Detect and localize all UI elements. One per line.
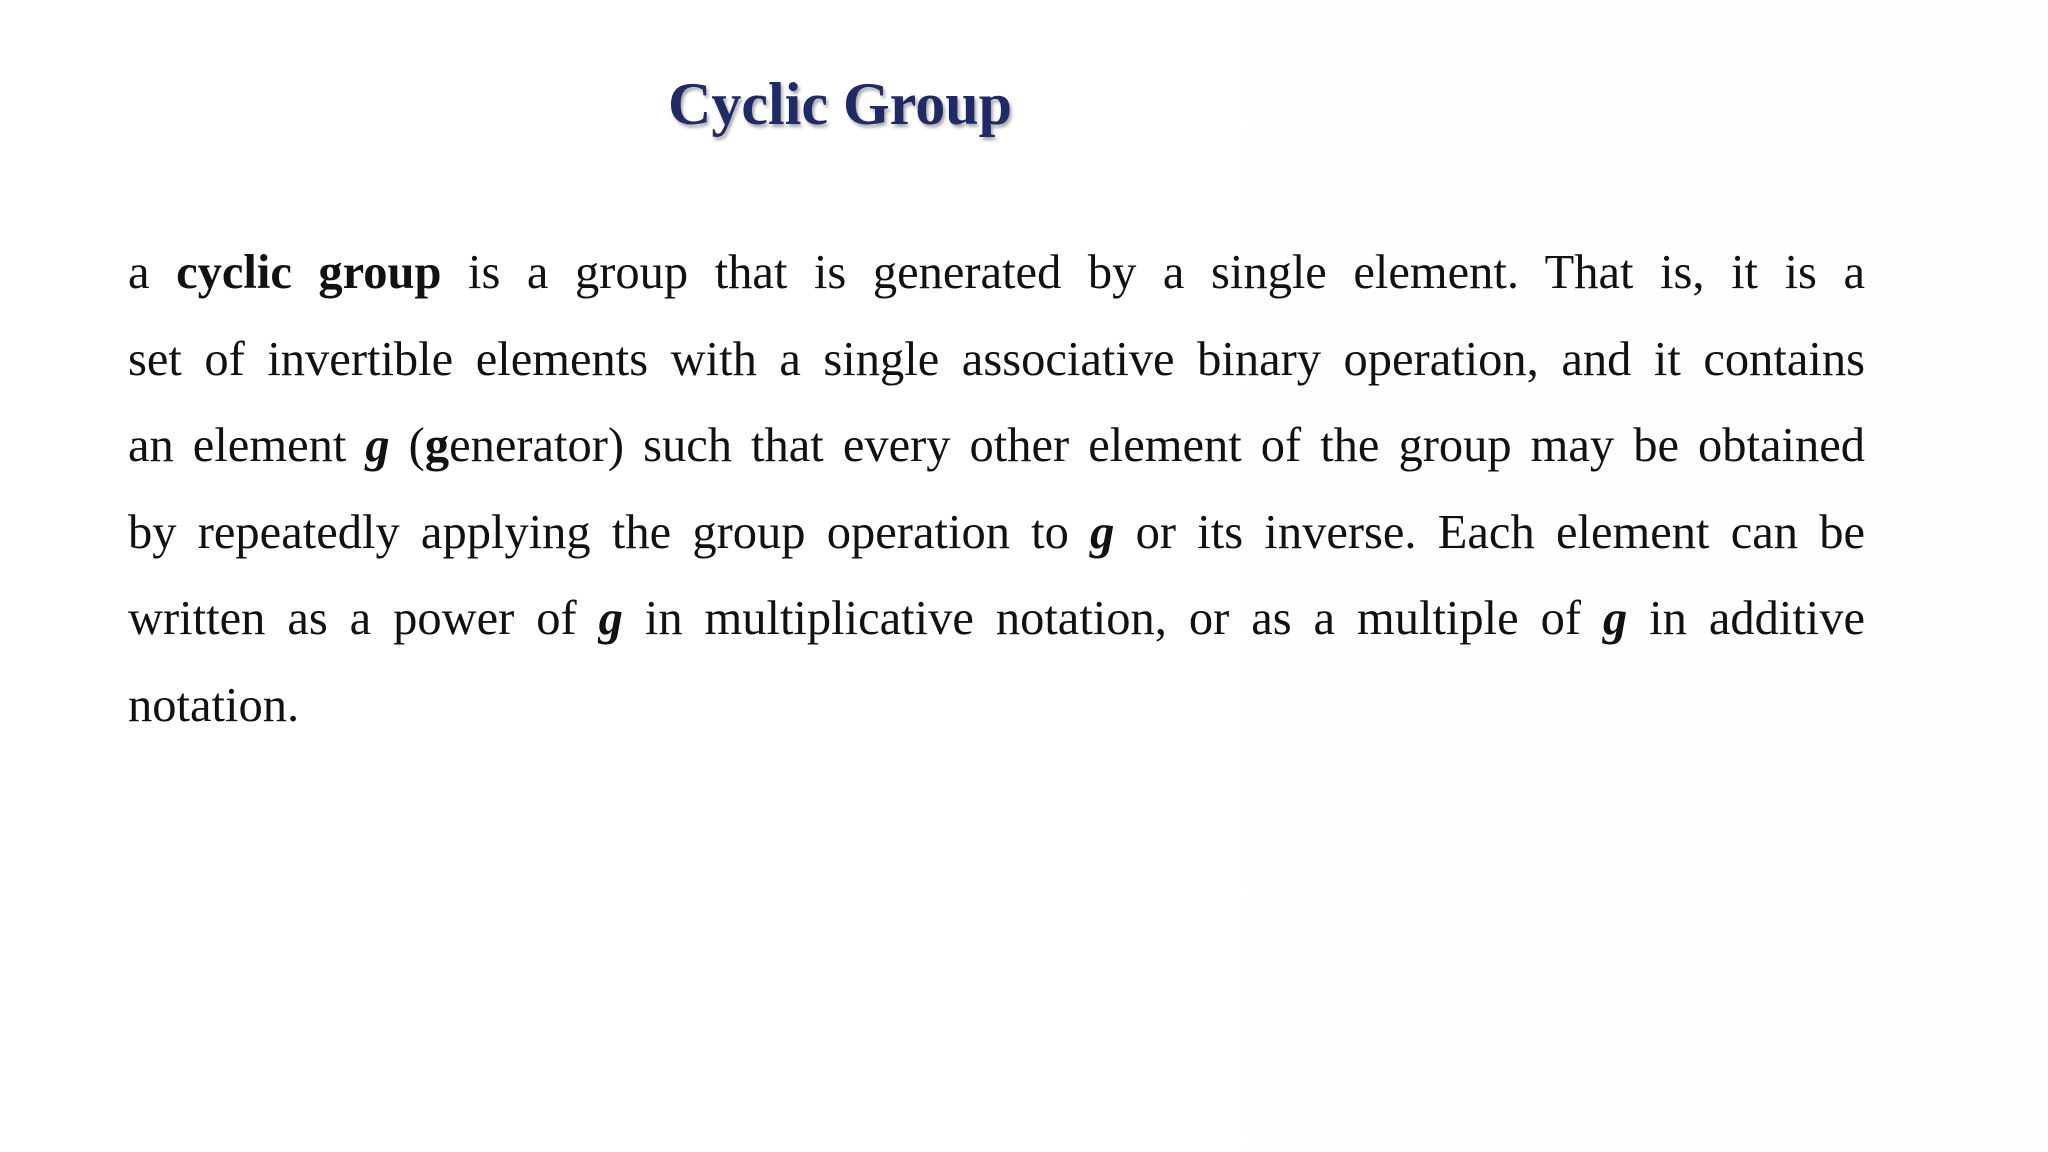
line-4-post: or its inverse. Each element can be <box>1135 505 1866 559</box>
line-1-text: is a group that is generated by a single element. That is, it is a <box>468 246 1865 299</box>
paragraph-line-5 <box>128 576 1865 663</box>
paren-open: ( <box>408 419 425 472</box>
symbol-g: g <box>598 592 623 645</box>
definition-paragraph <box>128 230 1865 749</box>
line-6-text: notation. <box>128 678 300 732</box>
line-5-mid: in multiplicative notation, or as a multiple of <box>644 592 1581 645</box>
symbol-g: g <box>1090 505 1115 559</box>
symbol-g: g <box>365 419 390 472</box>
slide-title: Cyclic Group <box>668 71 1012 137</box>
line-5-post: in additive <box>1649 592 1866 645</box>
line-3-pre: an element <box>128 419 347 472</box>
paragraph-line-2 <box>128 317 1865 404</box>
paragraph-line-1 <box>128 230 1865 317</box>
article-text: a <box>128 246 150 299</box>
paragraph-line-6 <box>128 663 1865 750</box>
paragraph-line-4 <box>128 490 1865 577</box>
term-cyclic-group: cyclic group <box>176 246 442 299</box>
line-4-pre: by repeatedly applying the group operation to <box>128 505 1069 559</box>
generator-initial: g <box>424 419 450 472</box>
symbol-g: g <box>1602 592 1628 645</box>
line-2-text: set of invertible elements with a single associative binary operation, and it contains <box>128 332 1865 386</box>
line-3-rest: enerator) such that every other element of the group may be obtained <box>449 419 1866 472</box>
line-5-pre: written as a power of <box>128 592 577 645</box>
paragraph-line-3 <box>128 403 1865 490</box>
